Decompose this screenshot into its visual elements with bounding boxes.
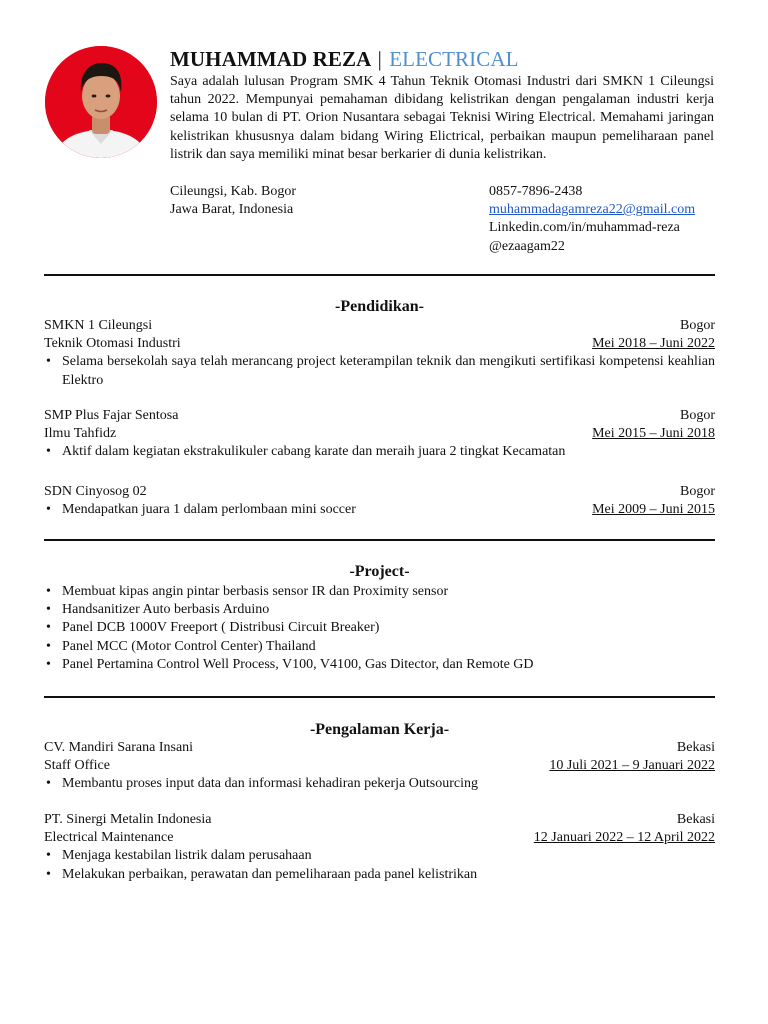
- school-period: Mei 2009 – Juni 2015: [592, 502, 715, 518]
- resume-header: [0, 0, 768, 275]
- job-position: Staff Office: [44, 758, 110, 774]
- section-title-education: -Pendidikan-: [335, 298, 424, 315]
- section-title-project: -Project-: [349, 563, 410, 580]
- divider: [44, 539, 715, 541]
- list-item: • Panel MCC (Motor Control Center) Thailand: [44, 638, 715, 656]
- school-name: SMKN 1 Cileungsi: [44, 318, 153, 333]
- address-region: Jawa Barat, Indonesia: [170, 202, 294, 218]
- linkedin-url: Linkedin.com/in/muhammad-reza: [489, 220, 680, 236]
- job-period: 12 Januari 2022 – 12 April 2022: [533, 830, 715, 846]
- list-item: • Menjaga kestabilan listrik dalam perusahaan: [44, 847, 715, 865]
- school-period: Mei 2015 – Juni 2018: [592, 426, 715, 442]
- address-city: Cileungsi, Kab. Bogor: [170, 184, 296, 199]
- list-item: • Mendapatkan juara 1 dalam perlombaan mini soccer: [44, 501, 356, 519]
- education-entry: [44, 407, 715, 462]
- profile-summary: Saya adalah lulusan Program SMK 4 Tahun Teknik Otomasi Industri dari SMKN 1 Cileungsi tahun 2022. Mempunyai pemahaman dibidang kelistrikan dengan pengalaman industri kerja selama 10 bulan di PT. Orion Nusantara sebagai Teknisi Wiring Electrical. Memahami jaringan kelistrikan khususnya dalam bidang Wiring Elictrical, perbaikan maupun pemeliharaan panel listrik dan saya memiliki minat besar berkarier di dunia kelistrikan.: [170, 74, 714, 162]
- experience-entry: [44, 811, 715, 884]
- name-title-line: [170, 47, 519, 71]
- contact-block: [489, 183, 695, 256]
- school-period: Mei 2018 – Juni 2022: [592, 336, 715, 352]
- job-position: Electrical Maintenance: [44, 830, 174, 846]
- bullet-list: [44, 775, 715, 793]
- list-item: • Selama bersekolah saya telah merancang project keterampilan teknik dan mengikuti sertifikasi kompetensi keahlian Elektro: [44, 353, 715, 389]
- school-major: Ilmu Tahfidz: [44, 426, 117, 442]
- company-city: Bekasi: [676, 812, 715, 827]
- phone-number: 0857-7896-2438: [489, 184, 583, 199]
- school-city: Bogor: [680, 484, 715, 499]
- school-name: SMP Plus Fajar Sentosa: [44, 408, 179, 423]
- list-item: • Handsanitizer Auto berbasis Arduino: [44, 601, 715, 619]
- full-name: MUHAMMAD REZA: [170, 47, 371, 71]
- job-period: 10 Juli 2021 – 9 Januari 2022: [549, 758, 715, 774]
- education-entry: [44, 317, 715, 390]
- divider: [44, 696, 715, 698]
- education-entry: [44, 483, 715, 519]
- bullet-list: [44, 353, 715, 389]
- email-link[interactable]: muhammadagamreza22@gmail.com: [489, 202, 696, 218]
- section-title-experience: -Pengalaman Kerja-: [309, 721, 450, 738]
- company-name: CV. Mandiri Sarana Insani: [44, 740, 194, 755]
- school-major: Teknik Otomasi Industri: [44, 336, 181, 352]
- divider: [44, 274, 715, 276]
- list-item: • Aktif dalam kegiatan ekstrakulikuler cabang karate dan meraih juara 2 tingkat Kecamatan: [44, 443, 715, 461]
- company-city: Bekasi: [676, 740, 715, 755]
- address-block: [170, 183, 296, 219]
- bullet-list: [44, 443, 715, 461]
- bullet-list: [44, 583, 715, 674]
- list-item: • Membuat kipas angin pintar berbasis sensor IR dan Proximity sensor: [44, 583, 715, 601]
- profile-photo: [45, 46, 157, 158]
- school-city: Bogor: [680, 408, 715, 423]
- name-separator: |: [377, 47, 382, 71]
- experience-entry: [44, 739, 715, 794]
- company-name: PT. Sinergi Metalin Indonesia: [44, 812, 212, 827]
- list-item: • Membantu proses input data dan informasi kehadiran pekerja Outsourcing: [44, 775, 715, 793]
- school-name: SDN Cinyosog 02: [44, 484, 147, 499]
- list-item: • Panel Pertamina Control Well Process, V100, V4100, Gas Ditector, dan Remote GD: [44, 656, 715, 674]
- school-city: Bogor: [680, 318, 715, 333]
- social-handle: @ezaagam22: [489, 238, 565, 254]
- job-role: ELECTRICAL: [389, 47, 519, 71]
- list-item: • Melakukan perbaikan, perawatan dan pemeliharaan pada panel kelistrikan: [44, 866, 715, 884]
- bullet-list: [44, 501, 356, 519]
- list-item: • Panel DCB 1000V Freeport ( Distribusi Circuit Breaker): [44, 619, 715, 637]
- bullet-list: [44, 847, 715, 883]
- project-list-block: [44, 583, 715, 674]
